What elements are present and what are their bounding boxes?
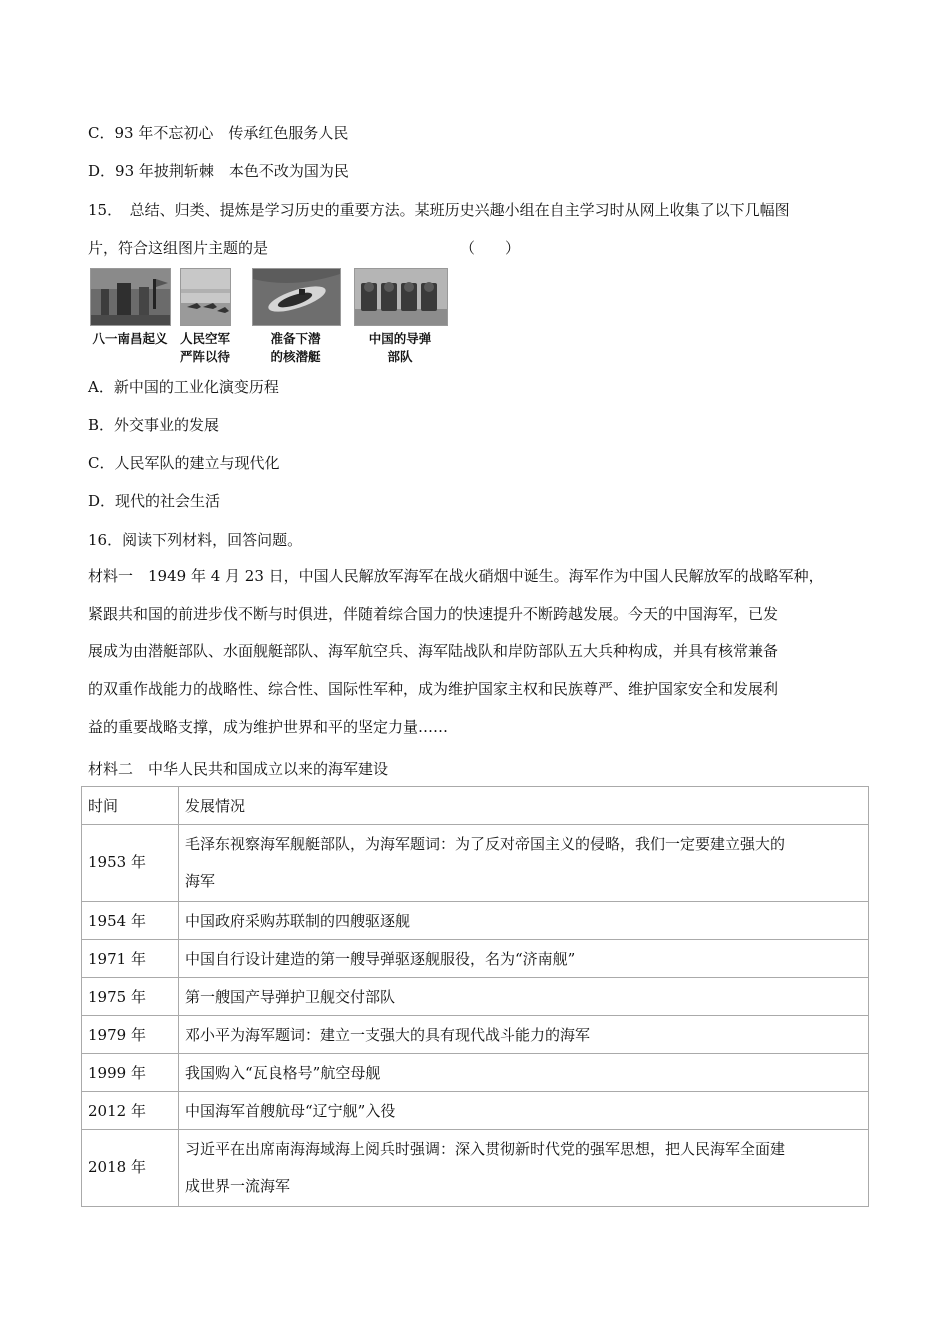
material-1-line: 材料一 1949 年 4 月 23 日，中国人民解放军海军在战火硝烟中诞生。海军作为中国人民解放军的战略军种，: [88, 567, 824, 585]
header-time: 时间: [82, 787, 179, 825]
row-year: 1971 年: [82, 940, 179, 978]
row-detail: 邓小平为海军题词：建立一支强大的具有现代战斗能力的海军: [179, 1016, 869, 1054]
header-development: 发展情况: [179, 787, 869, 825]
air-force-jets-photo: [180, 268, 231, 326]
row-detail: 中国海军首艘航母“辽宁舰”入役: [179, 1092, 869, 1130]
option-c: C．人民军队的建立与现代化: [88, 454, 280, 472]
caption-submarine: 准备下潜 的核潜艇: [270, 331, 321, 364]
row-detail: 中国政府采购苏联制的四艘驱逐舰: [179, 902, 869, 940]
material-1-line: 展成为由潜艇部队、水面舰艇部队、海军航空兵、海军陆战队和岸防部队五大兵种构成，并具有核常兼备: [88, 642, 779, 661]
material-1: [88, 558, 863, 747]
question-16-stem: 16．阅读下列材料，回答问题。: [88, 531, 303, 549]
table-row: [82, 1016, 869, 1054]
caption-air-force: 人民空军 严阵以待: [179, 331, 230, 364]
caption-missile: 中国的导弹 部队: [368, 331, 432, 364]
row-detail: 第一艘国产导弹护卫舰交付部队: [179, 978, 869, 1016]
row-year: 1954 年: [82, 902, 179, 940]
table-row: [82, 940, 869, 978]
row-year: 1999 年: [82, 1054, 179, 1092]
row-detail: 我国购入“瓦良格号”航空母舰: [179, 1054, 869, 1092]
table-header-row: [82, 787, 869, 825]
row-year: 1979 年: [82, 1016, 179, 1054]
row-year: 2012 年: [82, 1092, 179, 1130]
table-row: [82, 1054, 869, 1092]
question-15-line1: 15． 总结、归类、提炼是学习历史的重要方法。某班历史兴趣小组在自主学习时从网上收集了以下几幅图: [88, 201, 790, 219]
table-row: [82, 1130, 869, 1207]
option-a: A．新中国的工业化演变历程: [88, 378, 279, 396]
option-b: B．外交事业的发展: [88, 416, 220, 434]
table-row: [82, 902, 869, 940]
nuclear-submarine-photo: [252, 268, 341, 326]
option-c-prev: C．93 年不忘初心 传承红色服务人民: [88, 124, 349, 142]
navy-development-table: [81, 786, 869, 1207]
material-1-line: 的双重作战能力的战略性、综合性、国际性军种，成为维护国家主权和民族尊严、维护国家安全和发展利: [88, 680, 779, 699]
material-1-line: 益的重要战略支撑，成为维护世界和平的坚定力量……: [88, 717, 449, 736]
row-year: 1953 年: [82, 825, 179, 902]
answer-parentheses: （ ）: [460, 239, 521, 257]
caption-nanchang: 八一南昌起义: [92, 331, 168, 346]
row-detail: 中国自行设计建造的第一艘导弹驱逐舰服役，名为“济南舰”: [179, 940, 869, 978]
material-1-line: 紧跟共和国的前进步伐不断与时俱进，伴随着综合国力的快速提升不断跨越发展。今天的中国海军，已发: [88, 604, 779, 623]
table-row: [82, 978, 869, 1016]
nanchang-uprising-photo: [90, 268, 171, 326]
missile-troops-photo: [354, 268, 448, 326]
material-2-title: 材料二 中华人民共和国成立以来的海军建设: [88, 760, 389, 778]
option-d-prev: D．93 年披荆斩棘 本色不改为国为民: [88, 162, 349, 180]
question-15-line2: 片，符合这组图片主题的是: [88, 239, 269, 257]
option-d: D．现代的社会生活: [88, 492, 221, 510]
row-year: 2018 年: [82, 1130, 179, 1207]
row-detail: 习近平在出席南海海域海上阅兵时强调：深入贯彻新时代党的强军思想，把人民海军全面建 成世界一流海军: [179, 1130, 869, 1207]
table-row: [82, 1092, 869, 1130]
table-row: [82, 825, 869, 902]
row-detail: 毛泽东视察海军舰艇部队，为海军题词：为了反对帝国主义的侵略，我们一定要建立强大的 海军: [179, 825, 869, 902]
row-year: 1975 年: [82, 978, 179, 1016]
